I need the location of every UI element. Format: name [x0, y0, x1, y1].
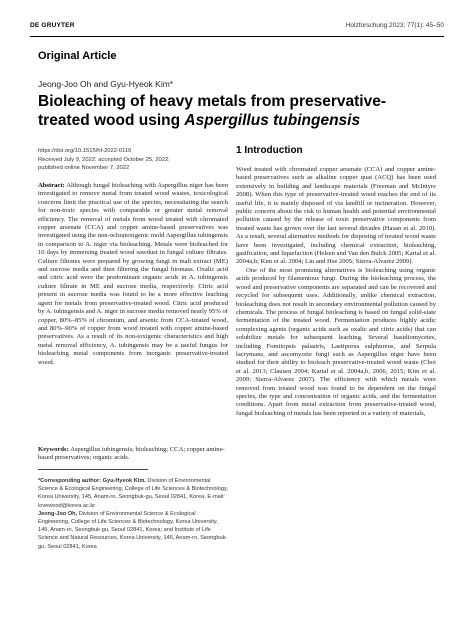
corresponding-author-label: *Corresponding author: Gyu-Hyeok Kim,	[38, 478, 146, 484]
introduction-body	[236, 166, 436, 418]
received-date: Received July 9, 2022; accepted October 25, 2022;	[38, 156, 170, 163]
authors: Jeong-Joo Oh and Gyu-Hyeok Kim*	[38, 79, 174, 89]
second-author-note	[38, 510, 228, 551]
title-line-2-plain: treated wood using	[38, 112, 185, 129]
title-line-2-italic: Aspergillus tubingensis	[184, 112, 361, 129]
article-type: Original Article	[38, 50, 117, 62]
corresponding-author-text: Division of Environmental Science & Ecological Engineering, College of Life Sciences & Biotechnology, Korea University, 145, Anam-ro, Seongbuk-gu, Seoul 02841, Korea, E-mail: lovewood@korea.ac.kr	[38, 478, 228, 509]
publisher-name: DE GRUYTER	[30, 22, 75, 29]
article-meta	[38, 147, 238, 173]
corresponding-author-note	[38, 477, 228, 510]
journal-info: Holzforschung 2023; 77(1): 45–50	[345, 22, 444, 29]
keywords	[38, 446, 228, 463]
second-author-label: Jeong-Joo Oh,	[38, 510, 78, 517]
author-footnote	[38, 477, 228, 551]
abstract	[38, 182, 228, 367]
footnote-rule	[38, 469, 148, 470]
intro-paragraph-1: Wood treated with chromated copper arsenate (CCA) and copper amine-based preservatives such as alkaline copper quat (ACQ) has been used extensively in building and landscape materials (Freeman and McIntyre 2008). When this type of preservative-treated wood reaches the end of its useful life, it is mainly disposed of via landfill or incineration. However, public concern about the risk to human health and potential environmental pollution caused by the release of toxic preservative components from treated waste has grown over the last several decades (Hasan et al. 2010). As a result, several alternative methods for disposing of treated wood waste have been investigated, including chemical extraction, bioleaching, gasification, and liquefaction (Helsen and Van den Bulck 2005; Kartal et al. 2004a,b; Kim et al. 2004; Lin and Hse 2005; Sierra-Alvarez 2009).	[236, 166, 436, 266]
intro-paragraph-2: One of the most promising alternatives is bioleaching using organic acids produced by filamentous fungi. During the bioleaching process, the wood and preservative components are separated and can be recovered and recycled for subsequent uses. Additionally, unlike chemical extraction, bioleaching does not result in secondary environmental pollution caused by chemicals. The process of fungal bioleaching is based on fungal solid-state fermentation of the treated wood. Fermentation produces highly acidic complexing agents (organic acids such as oxalic and citric acids) that can solubilize metals for subsequent leaching. Several basidiomycetes, including Fomitopsis palustris, Laetiporus sulphureus, and Serpula lacrymans, and ascomycete fungi such as Aspergillus niger have been studied for their ability to bioleach preservative-treated wood waste (Choi et al. 2013; Clausen 2004; Kartal et al. 2004a,b, 2006, 2015; Kim et al. 2009; Sierra-Alvarez 2007). The efficiency with which metals were removed from treated wood was found to be dependent on the fungal species, the type and concentration of organic acids, and the fermentation conditions. Apart from metal extraction from preservative-treated wood, fungal bioleaching of metals has been reported in a variety of materials,	[236, 266, 436, 417]
title-line-1: Bioleaching of heavy metals from preservative-	[38, 93, 387, 110]
section-heading-introduction: 1 Introduction	[236, 145, 303, 156]
header-rule	[30, 36, 444, 37]
article-title	[38, 92, 448, 130]
abstract-text: Although fungal bioleaching with Aspergillus niger has been investigated to remove metal from treated wood wastes, toxicological concerns limit the practical use of the species, necessitating the search for non-toxic species with comparable or greater metal removal efficiency. The removal of metals from wood treated with chromated copper arsenate (CCA) and copper amine-based preservatives was investigated using the non-ochratoxigenic mold Aspergillus tubingensis in comparison to A. niger via bioleaching. Metals were bioleached for 10 days by immersing treated wood sawdust in fungal culture filtrates. Culture filtrates were prepared by growing fungi in malt extract (ME) and sucrose media and then filtering the fungal biomass. Oxalic acid and citric acid were the predominant organic acids in A. tubingensis culture filtrate in ME and sucrose media, respectively. Citric acid present in sucrose media was found to be a more effective leaching agent for metals from preservative-treated wood. Citric acid produced by A. tubingensis and A. niger in sucrose media removed nearly 95% of copper, 80%–85% of chromium, and arsenic from CCA-treated wood, and 80%–90% of copper from wood treated with copper amine-based preservatives. As a result of its non-toxigenic characteristics and high metal removal efficiency, A. tubingensis may be a useful fungus for bioleaching metal components from inorganic preservative-treated wood.	[38, 182, 228, 366]
published-date: published online November 7, 2022	[38, 165, 130, 172]
keywords-label: Keywords:	[38, 446, 69, 453]
second-author-text: Division of Environmental Science & Ecological Engineering, College of Life Sciences & Biotechnology, Korea University, 145, Anam-ro, Seongbuk-gu, Seoul 02841, Korea; and Institute of Life Science and Natural Resources, Korea University, 145, Anam-ro, Seongbuk-gu, Seoul 02841, Korea	[38, 510, 228, 550]
abstract-label: Abstract:	[38, 182, 65, 189]
title-line-2	[38, 111, 448, 130]
keywords-text: Aspergillus tubingensis; bioleaching; CCA; copper amine-based preservatives; organic acids.	[38, 446, 225, 462]
page-header	[30, 22, 444, 34]
doi-link[interactable]: https://doi.org/10.1515/hf-2022-0116	[38, 148, 132, 154]
